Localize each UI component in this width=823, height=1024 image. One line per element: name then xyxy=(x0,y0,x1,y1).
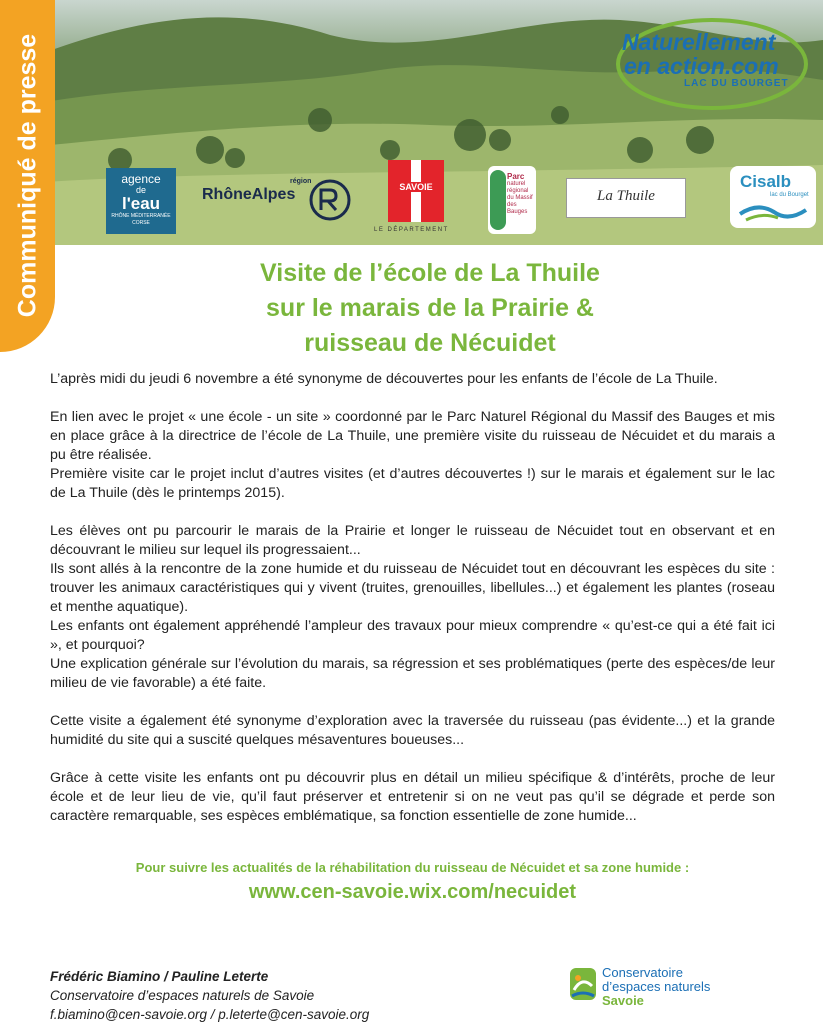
paragraph-2a: En lien avec le projet « une école - un site » coordonné par le Parc Naturel Régional du Massif des Bauges et mis en place grâce à la directrice de l’école de La Thuile, une première visite du ruisseau de Nécuidet et du marais a pu être réalisée. xyxy=(50,409,775,463)
cen-logo-line3: Savoie xyxy=(602,993,644,1008)
parc-bauges-logo xyxy=(488,166,536,234)
agence-eau-logo-line4: RHÔNE MÉDITERRANÉE CORSE xyxy=(111,213,171,226)
savoie-logo-sub: LE DÉPARTEMENT xyxy=(374,227,449,233)
parc-bauges-line: des Bauges xyxy=(507,202,528,215)
cen-emblem-icon xyxy=(568,966,598,1002)
paragraph-4: Cette visite a également été synonyme d’exploration avec la traversée du ruisseau (pas évidente...) et la grande humidité du site qui a suscité quelques mésaventures boueuses... xyxy=(50,713,775,748)
rhone-alpes-logo-text: RhôneAlpes xyxy=(202,186,296,203)
article-body xyxy=(50,370,775,845)
naturellement-logo xyxy=(622,30,812,90)
paragraph-3c: Les enfants ont également appréhendé l’ampleur des travaux pour mieux comprendre « qu’est-ce qui a été fait ici », et pourquoi? xyxy=(50,618,775,653)
cisalb-wave-icon xyxy=(738,202,808,224)
paragraph-2b: Première visite car le projet inclut d’autres visites (et d’autres découvertes !) sur le marais et également sur le lac de La Thuile (dès le printemps 2015). xyxy=(50,466,775,501)
savoie-logo-text: SAVOIE xyxy=(388,182,444,192)
press-release-sidebar xyxy=(0,0,55,352)
paragraph-3a: Les élèves ont pu parcourir le marais de la Prairie et longer le ruisseau de Nécuidet tout en observant et en découvrant le milieu sur lequel ils progressaient... xyxy=(50,523,775,558)
paragraph-3b: Ils sont allés à la rencontre de la zone humide et du ruisseau de Nécuidet tout en découvrant les espèces du site : trouver les animaux caractéristiques qui y vivent (truites, grenouilles, libellules...) et également les plantes (roseau et menthe aquatique). xyxy=(50,561,775,615)
parc-bauges-emblem xyxy=(490,170,506,230)
rhone-alpes-logo xyxy=(202,178,312,204)
la-thuile-logo-text: La Thuile xyxy=(597,188,655,204)
paragraph-1: L’après midi du jeudi 6 novembre a été synonyme de découvertes pour les enfants de l’école de La Thuile. xyxy=(50,371,718,387)
cisalb-logo-sub: lac du Bourget xyxy=(770,192,809,198)
agence-eau-logo-line2: de xyxy=(135,185,146,195)
header-landscape-photo xyxy=(0,0,823,245)
agence-eau-logo-line1: agence xyxy=(121,172,161,186)
title-line1: Visite de l’école de La Thuile xyxy=(260,259,600,287)
savoie-logo xyxy=(388,160,444,222)
title-line3: ruisseau de Nécuidet xyxy=(304,329,556,357)
paragraph-5: Grâce à cette visite les enfants ont pu découvrir plus en détail un milieu spécifique & d’intérêts, proche de leur école et de leur lieu de vie, qu’il faut préserver et entretenir si on ne veut pas qu’il se dégrade et perde son caractère remarquable, ses espèces emblématique, sa fonction essentielle de zone humide... xyxy=(50,770,775,824)
sidebar-label: Communiqué de presse xyxy=(13,33,42,318)
rhone-alpes-emblem-icon xyxy=(308,178,352,222)
title-line2: sur le marais de la Prairie & xyxy=(266,294,594,322)
la-thuile-logo xyxy=(566,178,686,218)
parc-bauges-line: naturel xyxy=(507,181,526,187)
cta-text: Pour suivre les actualités de la réhabilitation du ruisseau de Nécuidet et sa zone humide : xyxy=(135,860,690,875)
contact-names: Frédéric Biamino / Pauline Leterte xyxy=(50,969,269,984)
cen-savoie-logo xyxy=(568,966,738,1006)
parc-bauges-line: du Massif xyxy=(507,195,533,201)
parc-bauges-line: régional xyxy=(507,188,529,194)
cen-logo-line2: d’espaces naturels xyxy=(602,979,711,994)
parc-bauges-text xyxy=(507,172,536,216)
cen-logo-line1: Conservatoire xyxy=(602,965,683,980)
contact-block xyxy=(50,967,369,1024)
cisalb-logo xyxy=(730,166,816,228)
parc-bauges-line: Parc xyxy=(507,172,525,181)
website-link[interactable]: www.cen-savoie.wix.com/necuidet xyxy=(248,881,577,903)
naturellement-logo-line2: en action.com xyxy=(624,53,779,79)
cisalb-logo-text: Cisalb xyxy=(740,172,792,191)
page-title xyxy=(150,256,710,361)
contact-emails[interactable]: f.biamino@cen-savoie.org / p.leterte@cen-savoie.org xyxy=(50,1007,370,1022)
agence-eau-logo-line3: l'eau xyxy=(121,194,161,213)
cen-logo-text xyxy=(602,966,710,1008)
naturellement-logo-line1: Naturellement xyxy=(622,29,776,55)
naturellement-logo-subline: LAC DU BOURGET xyxy=(684,78,789,89)
paragraph-3d: Une explication générale sur l’évolution du marais, sa régression et ses problématiques (perte des espèces/de leur milieu de vie favorable) a été faite. xyxy=(50,656,775,691)
contact-organization: Conservatoire d’espaces naturels de Savoie xyxy=(50,988,315,1003)
rhone-alpes-logo-sup: région xyxy=(290,178,312,185)
agence-eau-logo xyxy=(106,168,176,234)
